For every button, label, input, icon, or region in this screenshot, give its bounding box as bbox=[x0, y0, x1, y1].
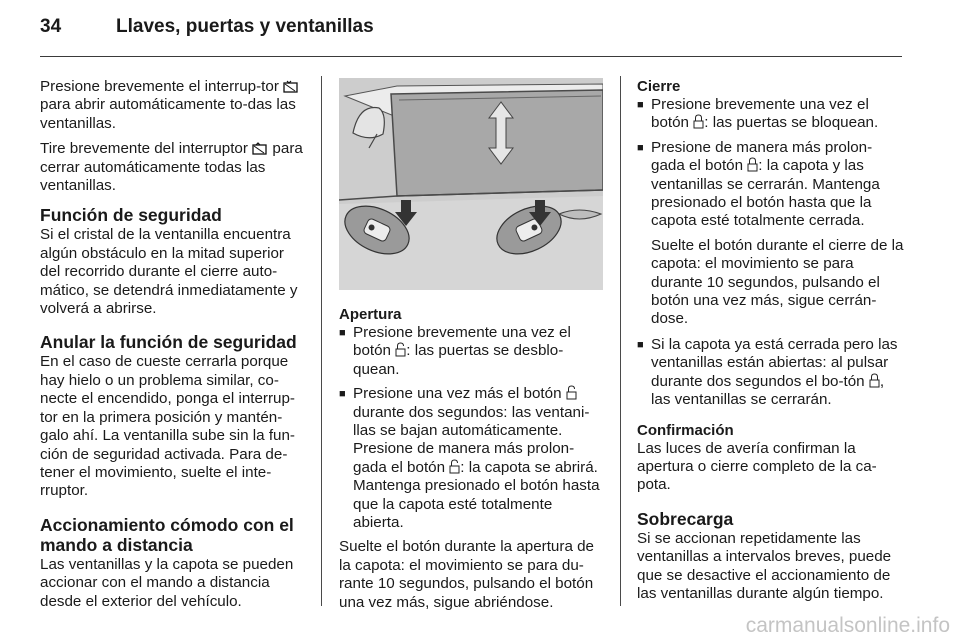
list-item: ■ Presione de manera más prolon-gada el botón : la capota y las ventanillas se cerrarán. Mantenga presionado el botón hasta que la capota esté totalmente cerrada. bbox=[637, 139, 905, 231]
closing-list-2 bbox=[637, 336, 905, 410]
left-column bbox=[40, 78, 306, 618]
heading-safety-function: Función de seguridad bbox=[40, 205, 222, 226]
heading-closing: Cierre bbox=[637, 78, 681, 95]
paragraph-open-windows: Presione brevemente el interrup-tor para abrir automáticamente to-das las ventanillas. bbox=[40, 78, 306, 133]
lock-icon bbox=[747, 157, 758, 172]
window-switch-icon bbox=[252, 142, 268, 155]
page-title: Llaves, puertas y ventanillas bbox=[116, 16, 374, 37]
watermark: carmanualsonline.info bbox=[745, 614, 950, 637]
middle-column bbox=[339, 306, 605, 619]
unlock-icon bbox=[566, 385, 577, 400]
heading-confirmation: Confirmación bbox=[637, 421, 734, 439]
page-header bbox=[40, 14, 900, 44]
right-column bbox=[637, 78, 905, 610]
column-divider-2 bbox=[620, 76, 621, 606]
header-rule bbox=[40, 56, 902, 57]
paragraph-safety-function: Si el cristal de la ventanilla encuentra algún obstáculo en la mitad superior del recorrido durante el cierre auto-mático, se detendrá inmediatamente y volverá a abrirse. bbox=[40, 226, 298, 318]
closing-list bbox=[637, 96, 905, 231]
unlock-icon bbox=[395, 342, 406, 357]
paragraph-release-closing: Suelte el botón durante el cierre de la capota: el movimiento se para durante 10 segundos, pulsando el botón una vez más, sigue cerrán-dose. bbox=[651, 236, 904, 328]
page-number: 34 bbox=[40, 16, 62, 37]
paragraph-remote-operation: Las ventanillas y la capota se pueden accionar con el mando a distancia desde el exterior del vehículo. bbox=[40, 555, 294, 610]
car-window-remote-illustration bbox=[339, 78, 603, 290]
paragraph-close-windows: Tire brevemente del interruptor para cerrar automáticamente todas las ventanillas. bbox=[40, 140, 303, 195]
window-switch-icon bbox=[283, 80, 299, 93]
heading-override-safety: Anular la función de seguridad bbox=[40, 332, 297, 353]
heading-opening: Apertura bbox=[339, 306, 402, 323]
unlock-icon bbox=[449, 459, 460, 474]
lock-icon bbox=[869, 373, 880, 388]
list-item: ■ Si la capota ya está cerrada pero las ventanillas están abiertas: al pulsar durante dos segundos el bo-tón , las ventanillas se cerrarán. bbox=[637, 336, 905, 410]
heading-remote-operation: Accionamiento cómodo con el mando a distancia bbox=[40, 514, 294, 555]
paragraph-overload: Si se accionan repetidamente las ventanillas a intervalos breves, puede que se desactive el accionamiento de las ventanillas durante algún tiempo. bbox=[637, 529, 892, 602]
list-item: ■ Presione brevemente una vez el botón : las puertas se bloquean. bbox=[637, 96, 905, 133]
paragraph-release-opening: Suelte el botón durante la apertura de la capota: el movimiento se para du-rante 10 segundos, pulsando el botón una vez más, sigue abriéndose. bbox=[339, 538, 594, 611]
paragraph-override-safety: En el caso de cueste cerrarla porque hay hielo o un problema similar, co-necte el encendido, ponga el interrup-tor en la primera posición y mantén-galo ahí. La ventanilla sube sin la fun-ción de seguridad activada. Para de-tener el movimiento, suelte el inte-rruptor. bbox=[40, 353, 295, 500]
list-item: ■ Presione brevemente una vez el botón : las puertas se desblo-quean. bbox=[339, 324, 605, 379]
column-divider-1 bbox=[321, 76, 322, 606]
lock-icon bbox=[693, 114, 704, 129]
opening-list bbox=[339, 324, 605, 532]
illustration-car-remote bbox=[339, 78, 603, 290]
paragraph-confirmation: Las luces de avería confirman la apertura o cierre completo de la ca-pota. bbox=[637, 439, 877, 494]
heading-overload: Sobrecarga bbox=[637, 508, 734, 529]
list-item: ■ Presione una vez más el botón durante dos segundos: las ventani-llas se bajan automáticamente. Presione de manera más prolon-gada el botón : la capota se abrirá. Mantenga presionado el botón hasta que la capota esté totalmente abierta. bbox=[339, 385, 605, 532]
